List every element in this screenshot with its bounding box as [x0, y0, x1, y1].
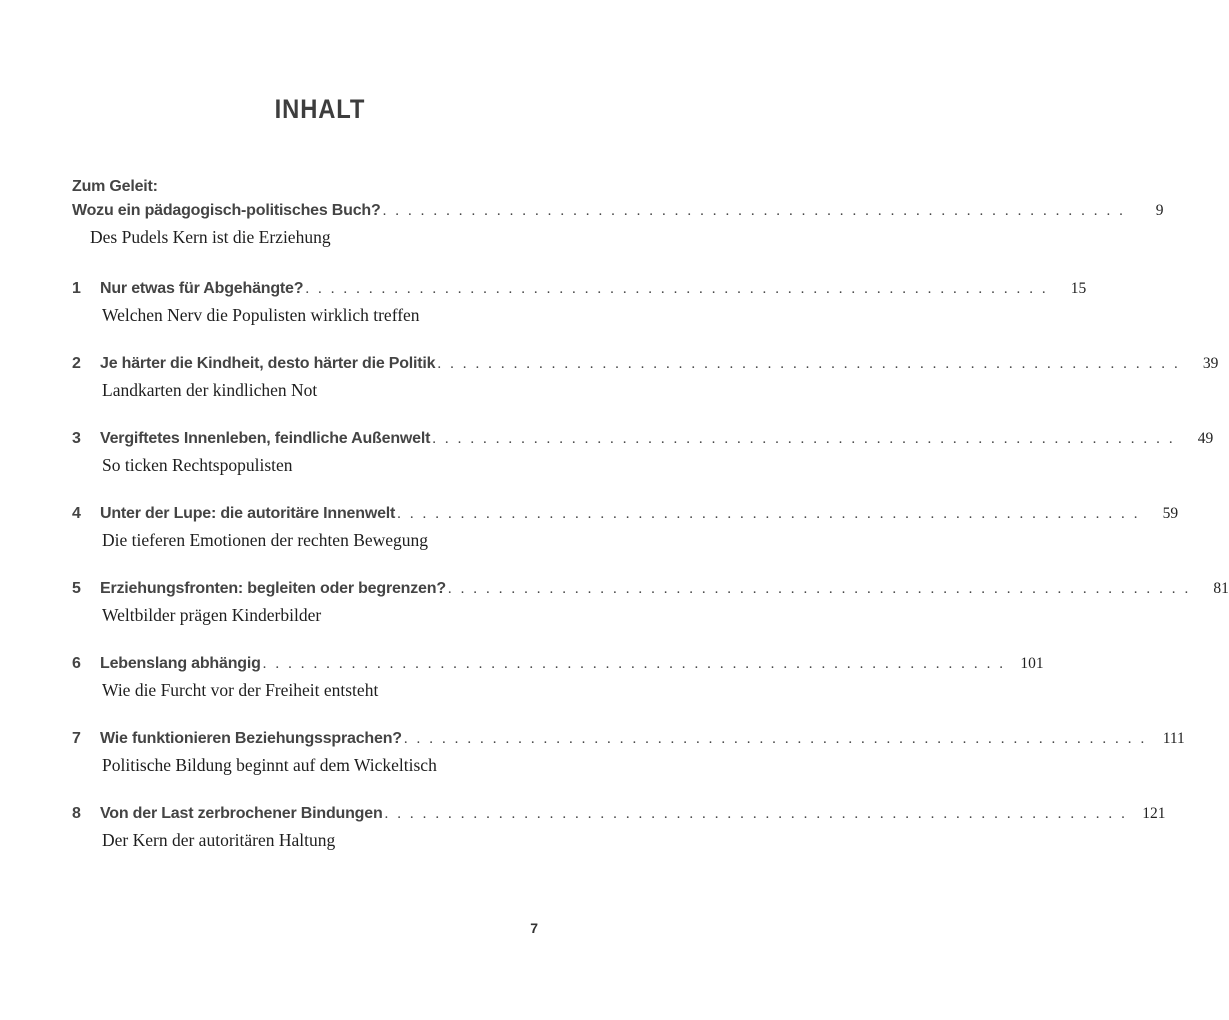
toc-entry-chapter-1[interactable] — [72, 280, 1087, 325]
chapter-number: 7 — [72, 730, 81, 747]
entry-title: Erziehungsfronten: begleiten oder begrenzen? — [100, 580, 446, 597]
entry-page: 59 — [1162, 505, 1179, 522]
toc-entry-chapter-6[interactable] — [72, 655, 1044, 700]
entry-page: 15 — [1070, 280, 1087, 297]
chapter-number: 3 — [72, 430, 81, 447]
entry-page: 101 — [1020, 655, 1044, 672]
chapter-number: 6 — [72, 655, 81, 672]
entry-page: 49 — [1197, 430, 1214, 447]
leader-dots: . . . . . . . . . . . . . . . . . . . . . . . . . . . . . . . . . . . . . . . . . . . . . . . . . . . . . . . . . . . — [432, 431, 1176, 447]
entry-title: Unter der Lupe: die autoritäre Innenwelt — [100, 505, 396, 522]
chapter-number: 8 — [72, 805, 81, 822]
chapter-number: 4 — [72, 505, 81, 522]
entry-page: 81 — [1213, 580, 1229, 597]
chapter-number: 5 — [72, 580, 81, 597]
toc-entry-chapter-8[interactable] — [72, 805, 1166, 850]
toc-entry-chapter-2[interactable] — [72, 355, 1219, 400]
entry-page: 39 — [1202, 355, 1219, 372]
toc-entry-chapter-4[interactable] — [72, 505, 1179, 550]
chapter-number: 1 — [72, 280, 81, 297]
entry-title: Nur etwas für Abgehängte? — [100, 280, 304, 297]
toc-entry-chapter-7[interactable] — [72, 730, 1185, 775]
toc-entry-chapter-5[interactable] — [72, 580, 1229, 625]
leader-dots: . . . . . . . . . . . . . . . . . . . . . . . . . . . . . . . . . . . . . . . . . . . . . . . . . . . . . . . . . . . — [397, 506, 1141, 522]
entry-title: Von der Last zerbrochener Bindungen — [100, 805, 383, 822]
leader-dots: . . . . . . . . . . . . . . . . . . . . . . . . . . . . . . . . . . . . . . . . . . . . . . . . . . . . . . . . . . . — [447, 581, 1191, 597]
entry-title: Wie funktionieren Beziehungssprachen? — [100, 730, 402, 747]
leader-dots: . . . . . . . . . . . . . . . . . . . . . . . . . . . . . . . . . . . . . . . . . . . . . . . . . . . . . . . . . . . — [403, 731, 1147, 747]
toc-entry-chapter-3[interactable] — [72, 430, 1214, 475]
toc-entry-foreword[interactable] — [72, 202, 1164, 247]
entry-subtitle: So ticken Rechtspopulisten — [102, 455, 293, 475]
entry-title: Lebenslang abhängig — [100, 655, 261, 672]
entry-subtitle: Des Pudels Kern ist die Erziehung — [90, 227, 331, 247]
leader-dots: . . . . . . . . . . . . . . . . . . . . . . . . . . . . . . . . . . . . . . . . . . . . . . . . . . . . . . . . . . . — [382, 203, 1126, 219]
entry-subtitle: Wie die Furcht vor der Freiheit entsteht — [102, 680, 379, 700]
entry-title: Vergiftetes Innenleben, feindliche Außenwelt — [100, 430, 431, 447]
entry-subtitle: Der Kern der autoritären Haltung — [102, 830, 336, 850]
entry-page: 9 — [1155, 202, 1164, 219]
entry-subtitle: Politische Bildung beginnt auf dem Wickeltisch — [102, 755, 437, 775]
entry-subtitle: Die tieferen Emotionen der rechten Bewegung — [102, 530, 429, 550]
entry-subtitle: Welchen Nerv die Populisten wirklich treffen — [102, 305, 420, 325]
foreword-label: Zum Geleit: — [72, 178, 158, 195]
leader-dots: . . . . . . . . . . . . . . . . . . . . . . . . . . . . . . . . . . . . . . . . . . . . . . . . . . . . . . . . . . . — [305, 281, 1049, 297]
page-title: INHALT — [274, 94, 366, 124]
leader-dots: . . . . . . . . . . . . . . . . . . . . . . . . . . . . . . . . . . . . . . . . . . . . . . . . . . . . . . . . . . . — [262, 656, 1006, 672]
leader-dots: . . . . . . . . . . . . . . . . . . . . . . . . . . . . . . . . . . . . . . . . . . . . . . . . . . . . . . . . . . . — [437, 356, 1181, 372]
page-number: 7 — [530, 920, 538, 936]
chapter-number: 2 — [72, 355, 81, 372]
entry-title: Wozu ein pädagogisch-politisches Buch? — [72, 202, 381, 219]
entry-subtitle: Weltbilder prägen Kinderbilder — [102, 605, 322, 625]
leader-dots: . . . . . . . . . . . . . . . . . . . . . . . . . . . . . . . . . . . . . . . . . . . . . . . . . . . . . . . . . . . — [384, 806, 1128, 822]
entry-page: 111 — [1162, 730, 1185, 747]
entry-subtitle: Landkarten der kindlichen Not — [102, 380, 318, 400]
entry-title: Je härter die Kindheit, desto härter die Politik — [100, 355, 436, 372]
entry-page: 121 — [1142, 805, 1166, 822]
